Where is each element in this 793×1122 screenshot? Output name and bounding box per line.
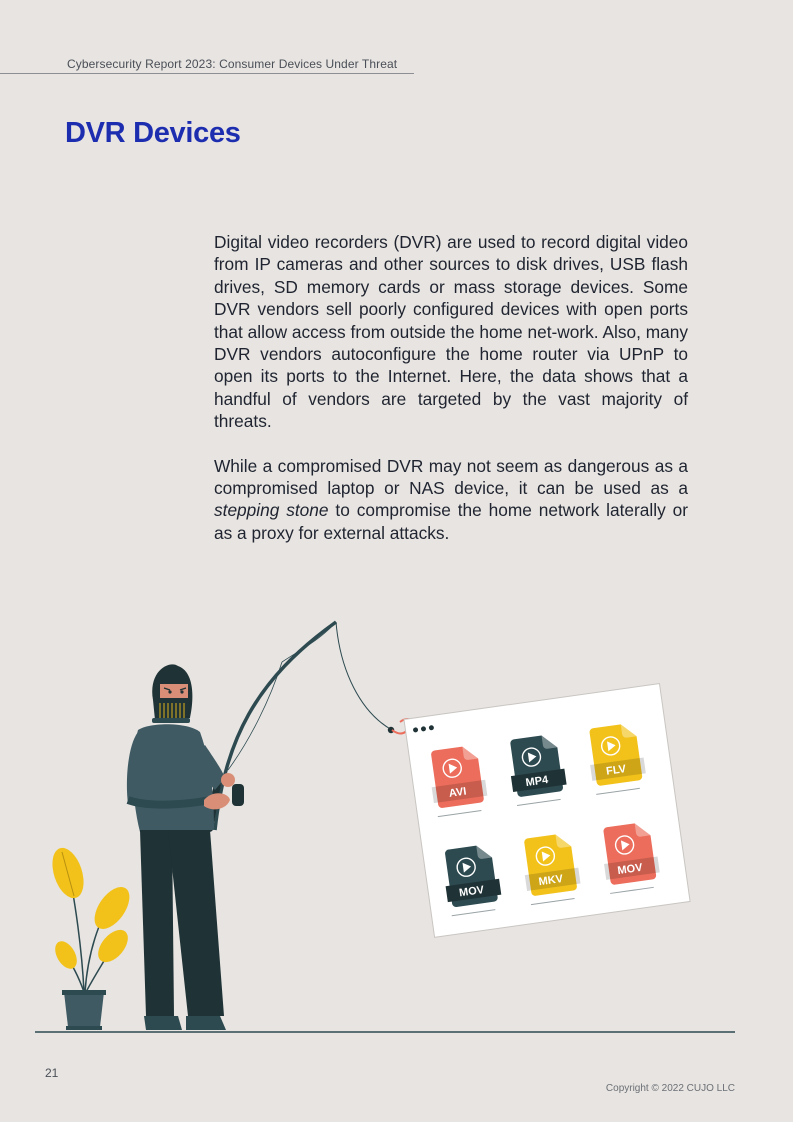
media-file-label: MP4 [524, 774, 549, 790]
media-file-label: MOV [616, 861, 644, 878]
media-file-label: FLV [605, 763, 627, 778]
page-title: DVR Devices [65, 117, 241, 149]
paragraph-2-end: to compromise the home network laterally or as a proxy for external attacks. [214, 500, 688, 543]
paragraph-2-start: While a compromised DVR may not seem as dangerous as a compromised laptop or NAS device, it can be used as a [214, 455, 688, 499]
potted-plant [47, 844, 137, 1030]
hacker-figure [127, 664, 235, 1030]
paragraph-1: Digital video recorders (DVR) are used to record digital video from IP cameras and other sources to disk drives, USB flash drives, SD memory cards or mass storage devices. Some DVR vendors sell poorly configured devices with open ports that allow access from outside the home net-work. Also, many DVR vendors autoconfigure the home router via UPnP to open its ports to the Internet. Here, the data shows that a handful of vendors are targeted by the vast majority of threats. [214, 232, 688, 432]
media-files-window [404, 684, 690, 938]
running-header: Cybersecurity Report 2023: Consumer Devices Under Threat [67, 57, 398, 71]
page-number: 21 [45, 1066, 59, 1080]
copyright: Copyright © 2022 CUJO LLC [605, 1083, 735, 1094]
hacker-phishing-illustration [0, 600, 793, 1050]
media-file-label: MOV [458, 884, 485, 900]
paragraph-2 [214, 455, 688, 545]
media-file-label: MKV [537, 872, 564, 889]
paragraph-2-emphasis: stepping stone [214, 500, 329, 521]
header-rule [0, 73, 414, 74]
media-file-label: AVI [448, 785, 468, 800]
body-text [214, 231, 688, 566]
fishing-rod [206, 622, 415, 832]
